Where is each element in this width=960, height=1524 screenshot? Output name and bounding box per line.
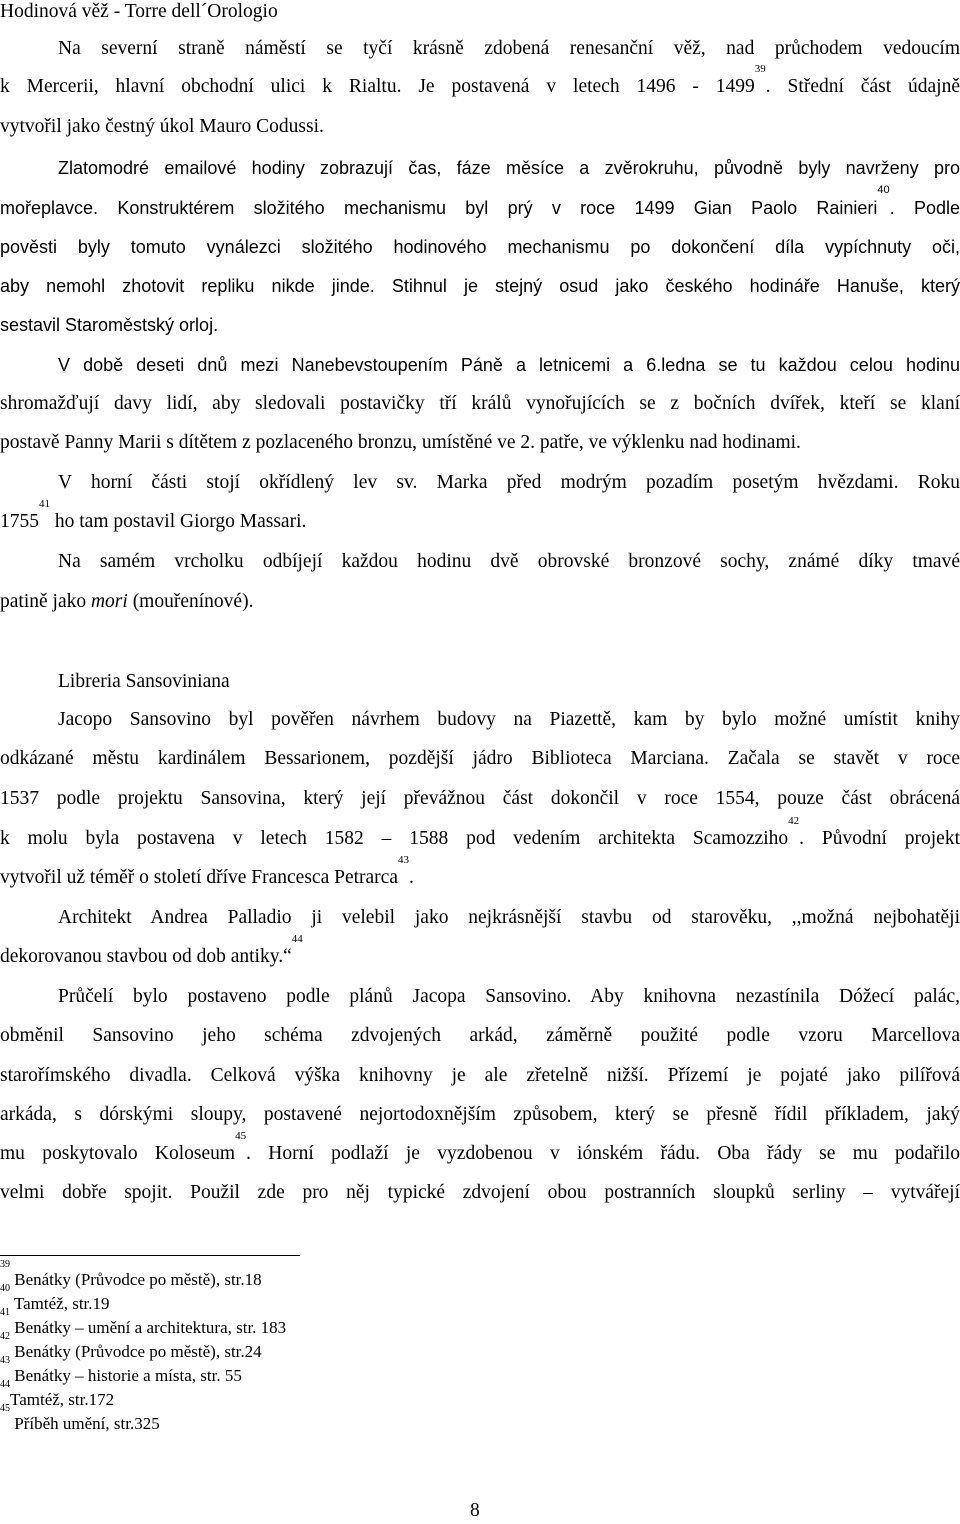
footnote: $^{40}$ Tamtéž, str.19: [0, 1283, 110, 1313]
text-line: k Mercerii, hlavní obchodní ulici k Rialtu. Je postavená v letech 1496 - 1499$^{39}$. Střední část údajně: [0, 63, 960, 97]
text-line: Architekt Andrea Palladio ji velebil jako nejkrásnější stavbu od starověku, ,,možná nejbohatěji: [58, 907, 960, 928]
text-line: mořeplavce. Konstruktérem složitého mechanismu byl prý v roce 1499 Gian Paolo Rainieri$^{40}$. Podle: [0, 184, 960, 218]
text-line: vytvořil jako čestný úkol Mauro Codussi.: [0, 116, 324, 137]
footnote-ref: 39: [754, 63, 766, 75]
text-line: V době deseti dnů mezi Nanebevstoupením Páně a letnicemi a 6.ledna se tu každou celou hodinu: [58, 355, 960, 375]
text-line: Průčelí bylo postaveno podle plánů Jacopa Sansovino. Aby knihovna nezastínila Dóžecí palác,: [58, 986, 960, 1007]
text-line: Na severní straně náměstí se tyčí krásně zdobená renesanční věž, nad průchodem vedoucím: [58, 38, 960, 59]
text-line: 1755$^{41}$ ho tam postavil Giorgo Massari.: [0, 498, 307, 532]
text-line: Zlatomodré emailové hodiny zobrazují čas, fáze měsíce a zvěrokruhu, původně byly navrženy pro: [58, 158, 960, 178]
text-line: Jacopo Sansovino byl pověřen návrhem budovy na Piazettě, kam by bylo možné umístit knihy: [58, 709, 960, 730]
footnote: $^{45}$ Příběh umění, str.325: [0, 1403, 160, 1433]
text-line: patině jako mori (mouřenínové).: [0, 591, 254, 612]
italic-word: mori: [90, 591, 128, 612]
footnote: $^{43}$ Benátky – historie a místa, str. 55: [0, 1355, 242, 1385]
footnote-ref: 41: [39, 498, 50, 510]
footnote-ref: 42: [788, 815, 800, 827]
footnote-ref: 43: [397, 854, 409, 866]
text-line: postavě Panny Marii s dítětem z pozlaceného bronzu, umístěné ve 2. patře, ve výklenku nad hodinami.: [0, 432, 801, 453]
section-title: Hodinová věž - Torre dell´Orologio: [0, 1, 278, 22]
text-line: shromažďují davy lidí, aby sledovali postavičky tří králů vynořujících se z bočních dvířek, kteří se klaní: [0, 393, 960, 414]
footnote: $^{39}$ Benátky (Průvodce po městě), str.18: [0, 1259, 262, 1289]
text-line: odkázané městu kardinálem Bessarionem, pozdější jádro Biblioteca Marciana. Začala se stavět v roce: [0, 748, 960, 769]
text-line: sestavil Staroměstský orloj.: [0, 315, 219, 335]
page-number: 8: [470, 1500, 480, 1521]
footnote-ref: 45: [235, 1130, 247, 1142]
text-line: velmi dobře spojit. Použil zde pro něj typické zdvojení obou postranních sloupků serliny – vytvářejí: [0, 1182, 960, 1203]
text-line: k molu byla postavena v letech 1582 – 1588 pod vedením architekta Scamozziho$^{42}$. Původní projekt: [0, 815, 960, 849]
text-line: 1537 podle projektu Sansovina, který její převážnou část dokončil v roce 1554, pouze část obrácená: [0, 788, 960, 809]
text-line: mu poskytovalo Koloseum$^{45}$. Horní podlaží je vyzdobenou v iónském řádu. Oba řády se mu podařilo: [0, 1130, 960, 1164]
footnote-separator: [0, 1255, 300, 1256]
text-line: Na samém vrcholku odbíjejí každou hodinu dvě obrovské bronzové sochy, známé díky tmavé: [58, 551, 960, 572]
text-line: dekorovanou stavbou od dob antiky.“$^{44}$: [0, 933, 303, 967]
text-line: starořímského divadla. Celková výška knihovny je ale zřetelně nižší. Přízemí je pojaté jako pilířová: [0, 1065, 960, 1086]
footnote: $^{42}$ Benátky (Průvodce po městě), str.24: [0, 1331, 262, 1361]
text-line: obměnil Sansovino jeho schéma zdvojených arkád, záměrně použité podle vzoru Marcellova: [0, 1025, 960, 1046]
text-line: V horní části stojí okřídlený lev sv. Marka před modrým pozadím posetým hvězdami. Roku: [58, 472, 960, 493]
text-line: aby nemohl zhotovit repliku nikde jinde. Stihnul je stejný osud jako českého hodináře Hanuše, který: [0, 276, 960, 296]
footnote: $^{41}$ Benátky – umění a architektura, str. 183: [0, 1307, 287, 1337]
section-heading: Libreria Sansoviniana: [58, 671, 230, 692]
text-line: pověsti byly tomuto vynálezci složitého hodinového mechanismu po dokončení díla vypíchnuty oči,: [0, 237, 960, 257]
text-line: vytvořil už téměř o století dříve Francesca Petrarca$^{43}$.: [0, 854, 414, 888]
footnote: $^{44}$Tamtéž, str.172: [0, 1379, 115, 1409]
footnote-ref: 40: [877, 184, 890, 196]
footnote-ref: 44: [291, 933, 303, 945]
text-line: arkáda, s dórskými sloupy, postavené nejortodoxnějším způsobem, který se přesně řídil příkladem, jaký: [0, 1104, 960, 1125]
